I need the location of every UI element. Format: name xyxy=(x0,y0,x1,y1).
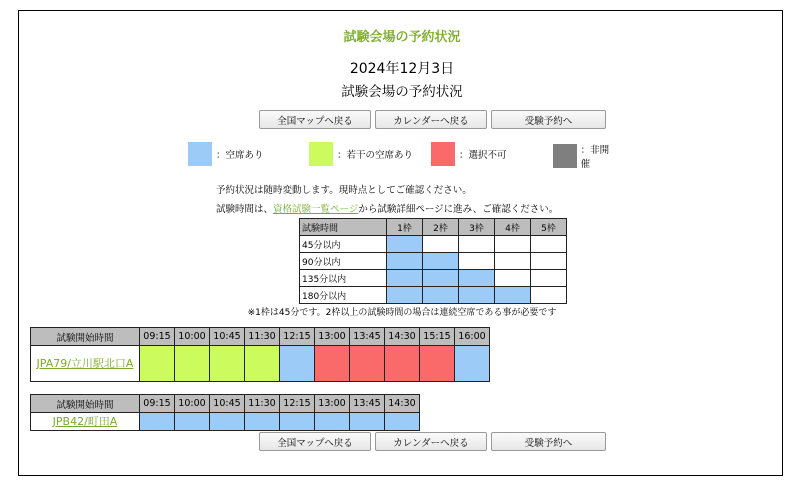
slot-cell[interactable] xyxy=(455,346,490,382)
reserve-button[interactable]: 受験予約へ xyxy=(491,432,606,451)
legend-swatch-red xyxy=(431,142,455,166)
slot-cell[interactable] xyxy=(350,413,385,431)
slot-cell[interactable] xyxy=(210,346,245,382)
legend xyxy=(188,142,618,170)
site-cell xyxy=(31,346,140,382)
slot-cell[interactable] xyxy=(210,413,245,431)
duration-table: 試験時間 1枠 2枠 3枠 4枠 5枠 45分以内 90分以内 135分以内 180分以内 xyxy=(299,218,567,304)
schedule-table-machida: 試験開始時間 09:15 10:00 10:45 11:30 12:15 13:00 13:45 14:30 JPB42/町田A xyxy=(30,394,420,431)
slot-cell xyxy=(385,346,420,382)
duration-row: 135分以内 xyxy=(300,270,567,287)
sub-heading: 試験会場の予約状況 xyxy=(341,84,463,100)
slot-cell xyxy=(350,346,385,382)
site-link-tachikawa[interactable]: JPA79/立川駅北口A xyxy=(36,357,134,370)
duration-row: 90分以内 xyxy=(300,253,567,270)
slot-cell[interactable] xyxy=(385,413,420,431)
slot-cell[interactable] xyxy=(315,413,350,431)
slot-cell[interactable] xyxy=(140,413,175,431)
slot-cell[interactable] xyxy=(245,413,280,431)
slot-cell[interactable] xyxy=(245,346,280,382)
duration-header: 試験時間 xyxy=(300,219,387,236)
slot-cell[interactable] xyxy=(175,346,210,382)
schedule-header: 試験開始時間 xyxy=(31,395,140,413)
date-heading: 2024年12月3日 xyxy=(349,61,455,77)
slot-cell[interactable] xyxy=(280,346,315,382)
duration-row: 180分以内 xyxy=(300,287,567,304)
back-to-map-button[interactable]: 全国マップへ戻る xyxy=(259,432,371,451)
legend-unavailable: ：選択不可 xyxy=(431,142,507,166)
back-to-calendar-button[interactable]: カレンダーへ戻る xyxy=(375,110,487,129)
schedule-table-tachikawa: 試験開始時間 09:15 10:00 10:45 11:30 12:15 13:00 13:45 14:30 15:15 16:00 JPA79/立川駅北口A xyxy=(30,327,490,382)
slot-cell xyxy=(420,346,455,382)
exam-time-note: 試験時間は、資格試験一覧ページから試験詳細ページに進み、ご確認ください。 xyxy=(216,204,559,215)
duration-row: 45分以内 xyxy=(300,236,567,253)
exam-list-link[interactable]: 資格試験一覧ページ xyxy=(273,204,359,215)
legend-closed: ：非開催 xyxy=(553,142,618,170)
legend-swatch-gray xyxy=(553,144,577,168)
top-button-row xyxy=(259,110,606,129)
slot-cell xyxy=(315,346,350,382)
footnote: ※1枠は45分です。2枠以上の試験時間の場合は連続空席である事が必要です xyxy=(247,308,557,318)
slot-cell[interactable] xyxy=(175,413,210,431)
bottom-button-row xyxy=(259,432,606,451)
schedule-header: 試験開始時間 xyxy=(31,328,140,346)
legend-few: ：若干の空席あり xyxy=(309,142,413,166)
legend-available: ：空席あり xyxy=(188,142,264,166)
reserve-button[interactable]: 受験予約へ xyxy=(491,110,606,129)
site-cell xyxy=(31,413,140,431)
notice-text: 予約状況は随時変動します。現時点としてご確認ください。 xyxy=(216,185,472,196)
back-to-map-button[interactable]: 全国マップへ戻る xyxy=(259,110,371,129)
back-to-calendar-button[interactable]: カレンダーへ戻る xyxy=(375,432,487,451)
legend-swatch-green xyxy=(309,142,333,166)
legend-swatch-blue xyxy=(188,142,212,166)
slot-cell[interactable] xyxy=(280,413,315,431)
site-link-machida[interactable]: JPB42/町田A xyxy=(52,415,118,428)
slot-cell[interactable] xyxy=(140,346,175,382)
page-title: 試験会場の予約状況 xyxy=(343,30,461,45)
